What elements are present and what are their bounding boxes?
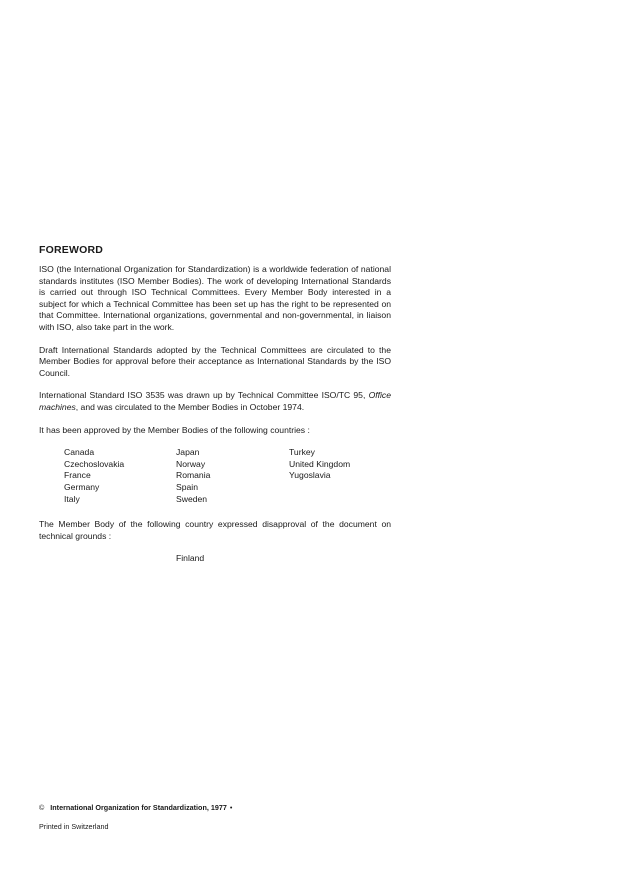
country-name: Sweden: [176, 493, 208, 504]
paragraph-draft-standards: Draft International Standards adopted by the Technical Committees are circulated to the Member Bodies for approval before their acceptance as International Standards by the ISO Council.: [39, 344, 391, 378]
country-name: Italy: [64, 493, 80, 504]
country-name: Turkey: [289, 447, 315, 458]
disapproving-country: Finland: [176, 553, 205, 564]
copyright-bullet: •: [229, 803, 233, 812]
foreword-heading: FOREWORD: [39, 244, 104, 256]
printed-in-line: Printed in Switzerland: [39, 822, 109, 831]
country-name: Japan: [176, 447, 200, 458]
countries-column-3: [289, 447, 350, 482]
country-name: United Kingdom: [289, 458, 351, 469]
standard-origin-text-1: International Standard ISO 3535 was drawn up by Technical Committee ISO/TC 95,: [39, 390, 366, 401]
country-name: France: [64, 470, 91, 481]
country-name: Spain: [176, 481, 198, 492]
country-name: Germany: [64, 481, 100, 492]
copyright-symbol: ©: [39, 803, 45, 812]
paragraph-standard-origin: [39, 390, 391, 413]
paragraph-iso-intro: ISO (the International Organization for Standardization) is a worldwide federation of national standards institutes (ISO Member Bodies). The work of developing International Standards is carried out through ISO Technical Committees. Every Member Body interested in a subject for which a Technical Committee has been set up has the right to be represented on that Committee. International organizations, governmental and non-governmental, in liaison with ISO, also take part in the work.: [39, 264, 391, 332]
country-name: Czechoslovakia: [64, 458, 125, 469]
copyright-text: International Organization for Standardization, 1977: [50, 803, 227, 812]
copyright-line: [39, 803, 232, 813]
paragraph-approval: It has been approved by the Member Bodies of the following countries :: [39, 424, 310, 435]
approving-countries-list: [39, 447, 391, 507]
country-name: Canada: [64, 447, 95, 458]
countries-column-1: [64, 447, 124, 505]
committee-title: Office machines: [39, 390, 392, 412]
paragraph-disapproval: The Member Body of the following country expressed disapproval of the document on technical grounds :: [39, 519, 391, 541]
countries-column-2: [176, 447, 210, 505]
country-name: Norway: [176, 458, 206, 469]
country-name: Romania: [176, 470, 211, 481]
foreword-section: [39, 243, 391, 577]
standard-origin-text-2: , and was circulated to the Member Bodies in October 1974.: [75, 401, 305, 412]
country-name: Yugoslavia: [289, 470, 331, 481]
